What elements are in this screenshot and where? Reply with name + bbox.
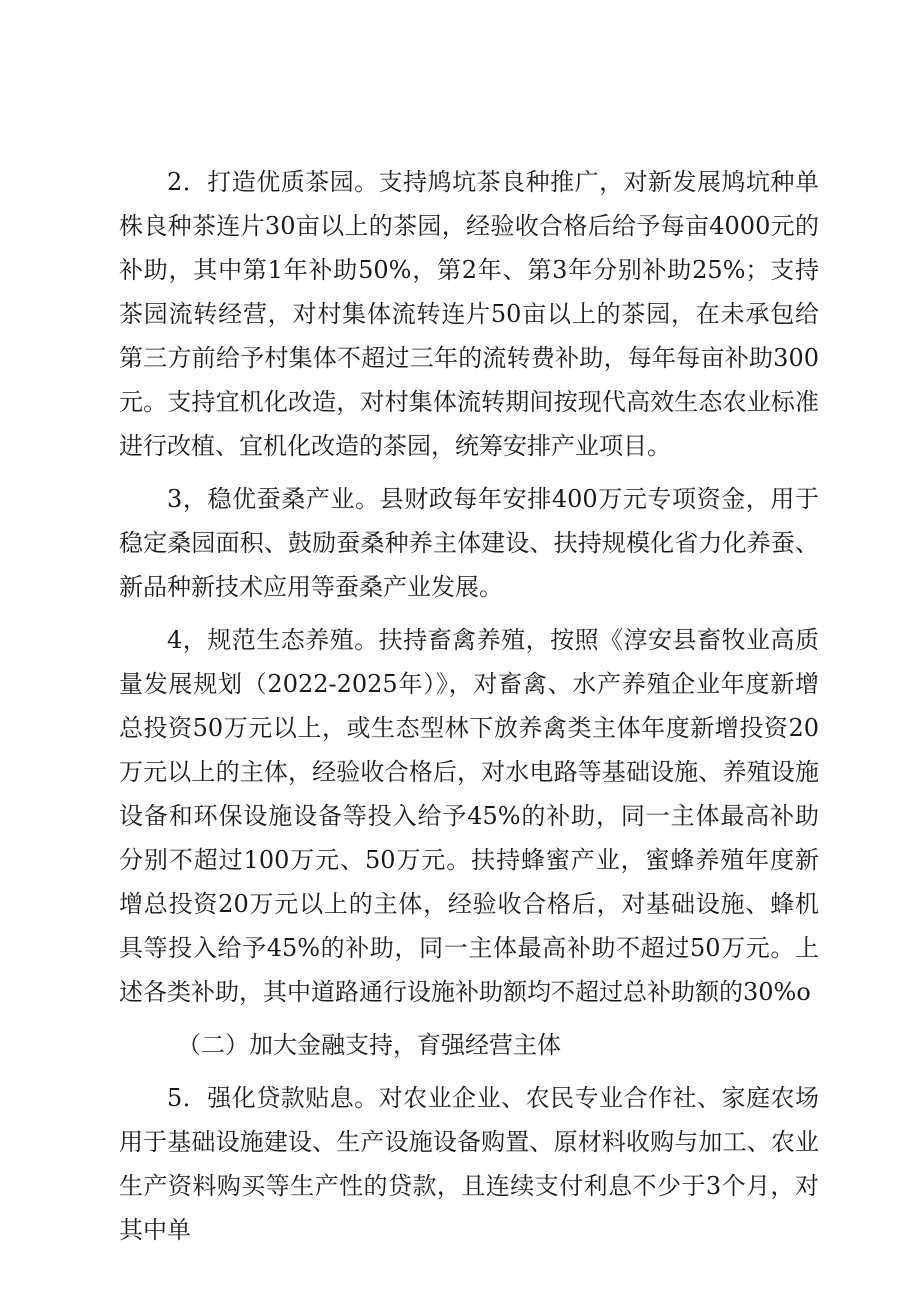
paragraph-tea-garden: 2．打造优质茶园。支持鸠坑茶良种推广，对新发展鸠坑种单株良种茶连片30亩以上的茶园，经验收合格后给予每亩4000元的补助，其中第1年补助50%，第2年、第3年分别补助25%；支持茶园流转经营，对村集体流转连片50亩以上的茶园，在未承包给第三方前给予村集体不超过三年的流转费补助，每年每亩补助300元。支持宜机化改造，对村集体流转期间按现代高效生态农业标准进行改植、宜机化改造的茶园，统筹安排产业项目。	[119, 168, 819, 460]
paragraph-sericulture: 3，稳优蚕桑产业。县财政每年安排400万元专项资金，用于稳定桑园面积、鼓励蚕桑种养主体建设、扶持规模化省力化养蚕、新品种新技术应用等蚕桑产业发展。	[119, 485, 819, 601]
paragraph-eco-breeding: 4，规范生态养殖。扶持畜禽养殖，按照《淳安县畜牧业高质量发展规划（2022-2025年）》，对畜禽、水产养殖企业年度新增总投资50万元以上，或生态型林下放养禽类主体年度新增投资20万元以上的主体，经验收合格后，对水电路等基础设施、养殖设施设备和环保设施设备等投入给予45%的补助，同一主体最高补助分别不超过100万元、50万元。扶持蜂蜜产业，蜜蜂养殖年度新增总投资20万元以上的主体，经验收合格后，对基础设施、蜂机具等投入给予45%的补助，同一主体最高补助不超过50万元。上述各类补助，其中道路通行设施补助额均不超过总补助额的30%o	[119, 626, 819, 1006]
document-body	[119, 160, 819, 1261]
paragraph-loan-subsidy: 5．强化贷款贴息。对农业企业、农民专业合作社、家庭农场用于基础设施建设、生产设施设备购置、原材料收购与加工、农业生产资料购买等生产性的贷款，且连续支付利息不少于3个月，对其中单	[119, 1084, 819, 1244]
section-heading: （二）加大金融支持，育强经营主体	[177, 1031, 561, 1059]
